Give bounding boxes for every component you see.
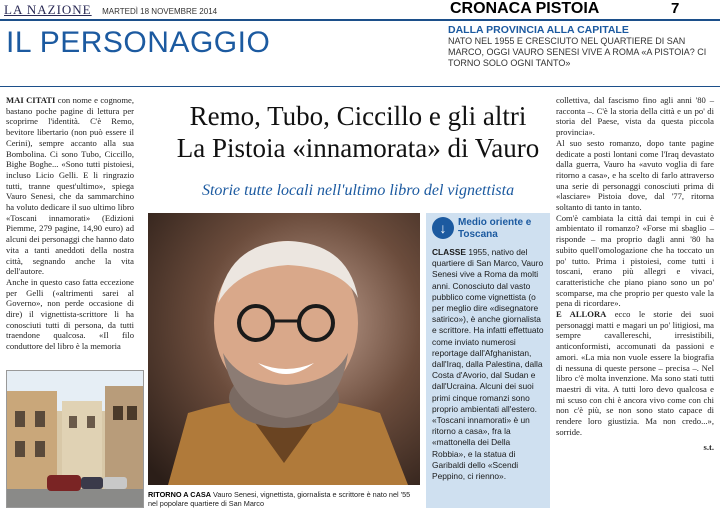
portrait-photo [148,213,420,485]
right-text-4: ecco le storie dei suoi personaggi matti e magari un po' litigiosi, ma sempre cavallereschi, irresistibili, anticonformisti, accomunati da passioni e amori. «La mia non vuole essere la biografia di nessuna di queste persone – precisa –. Nel libro c'è molta invenzione. Ma sono stati tutti maestri di vita. A tutti loro devo qualcosa e mi scuso con chi è ancora vivo come con chi non c'è più, se non sono stato capace di rendere loro giustizia. Ma non credo...», sorride. [556,309,714,437]
sidebar-top-title: DALLA PROVINCIA ALLA CAPITALE [448,24,629,36]
info-box-text: 1955, nativo del quartiere di San Marco, Vauro Senesi vive a Roma da molti anni. Conosciuto dal vasto pubblico come vignettista (o per meglio dire «disegnatore satirico»), è anche giornalista e scrittore. Ha infatti effettuato come inviato numerosi reportage dall'Afghanistan, dall'Iraq, dalla Palestina, dalla Costa d'Avorio, dal Sudan e dall'Ucraina. Alcuni dei suoi primi cinque romanzi sono proprio ambientati all'estero. «Toscani innamorati» è un ritorno a casa», fra la «mattonella dei Della Robbia», e la statua di Garibaldi dello «Scendi Peppino, ci rienno». [432,247,544,482]
right-paragraph-3: Com'è cambiata la città dai tempi in cui è ambientato il romanzo? «Forse mi sbaglio – risponde – ma proprio dagli anni '80 ha subito quell'omologazione che ha toccato un po' tutto. Prima i pistoiesi, come tutti i toscani, erano più allegri e vivaci, caratteristiche che piano piano sono un po' scomparse, ma che proprio per questo vale la pena di ricordare». [556,212,714,309]
street-photo [6,370,144,508]
headline [148,100,568,164]
photo-caption [148,490,420,508]
left-text-1: con nome e cognome, bastano poche pagine di lettura per scoprirne l'identità. C'è Remo, bevitore libertario (non può essere il Cerini), sempre accanto alla sua Bombolina. Ci sono Tubo, Ciccillo, Bighe Boghe... «Sono tutti pistoiesi, incluso Licio Gelli. E li ringrazio tutti, tranne quest'ultimo», spiega Vauro Senesi, che da sammarchino ha voluto dedicare il suo ultimo libro «Toscani innamorati» (Edizioni Piemme, 279 pagine, 14,90 euro) ad alcuni dei personaggi che hanno dato vita a tanti aneddoti della nostra città, segnando anche la vita dell'autore. [6,95,134,277]
masthead [4,1,334,19]
left-paragraph-1 [6,95,134,277]
left-column [6,95,134,352]
left-paragraph-2: Anche in questo caso fatta eccezione per Gelli («altrimenti sarei al Governo», non perde occasione di dire) il vignettista-scrittore li ha conosciuti tutti di persona, da tutti traendone qualcosa. «Il filo conduttore del libro è la memoria [6,276,134,352]
issue-date: MARTEDÌ 18 NOVEMBRE 2014 [102,7,218,16]
section-name: CRONACA PISTOIA [450,0,600,17]
headline-line-1: Remo, Tubo, Ciccillo e gli altri [189,101,527,131]
sidebar-top-text: NATO NEL 1955 E CRESCIUTO NEL QUARTIERE DI SAN MARCO, OGGI VAURO SENESI VIVE A ROMA «A PISTOIA? CI TORNO SOLO OGNI TANTO» [448,36,707,68]
page-number: 7 [671,0,680,17]
author-signature: s.t. [703,441,714,452]
info-box-body [432,247,546,482]
left-lead: MAI CITATI [6,95,56,105]
photo-caption-text: Vauro Senesi, vignettista, giornalista e scrittore è nato nel '55 nel popolare quartiere di San Marco [148,490,411,508]
street-illustration [7,371,143,507]
right-lead: E ALLORA [556,309,607,320]
newspaper-logo: LA NAZIONE [4,2,92,17]
right-paragraph-1: collettiva, dal fascismo fino agli anni '80 – racconta –. C'è la storia della città e un po' di storia del Paese, vista da questa piccola provincia». [556,95,714,138]
rubric-title: IL PERSONAGGIO [6,26,271,59]
right-paragraph-4 [556,309,714,437]
portrait-illustration [148,213,420,485]
subtitle: Storie tutte locali nell'ultimo libro del vignettista [201,182,515,199]
info-box-header [432,217,546,242]
rubric-divider [0,86,720,87]
header-divider [0,19,720,21]
photo-caption-lead: RITORNO A CASA [148,490,211,499]
headline-line-2: La Pistoia «innamorata» di Vauro [176,133,540,163]
right-paragraph-2: Al suo sesto romanzo, dopo tante pagine dedicate a posti lontani come l'Iraq devastato dalla guerra, Vauro ha «avuto voglia di fare ritorno a casa», e ha scelto di farlo attraverso una serie di personaggi conosciuti prima di «lasciare» Pistoia dove, dal '77, ritorna soltanto di tanto in tanto. [556,137,714,213]
arrow-down-icon: ↓ [432,217,454,239]
right-column [556,95,714,452]
info-box-lead: CLASSE [432,247,466,257]
info-box-title: Medio oriente e Toscana [458,217,532,240]
sidebar-top [448,24,716,69]
